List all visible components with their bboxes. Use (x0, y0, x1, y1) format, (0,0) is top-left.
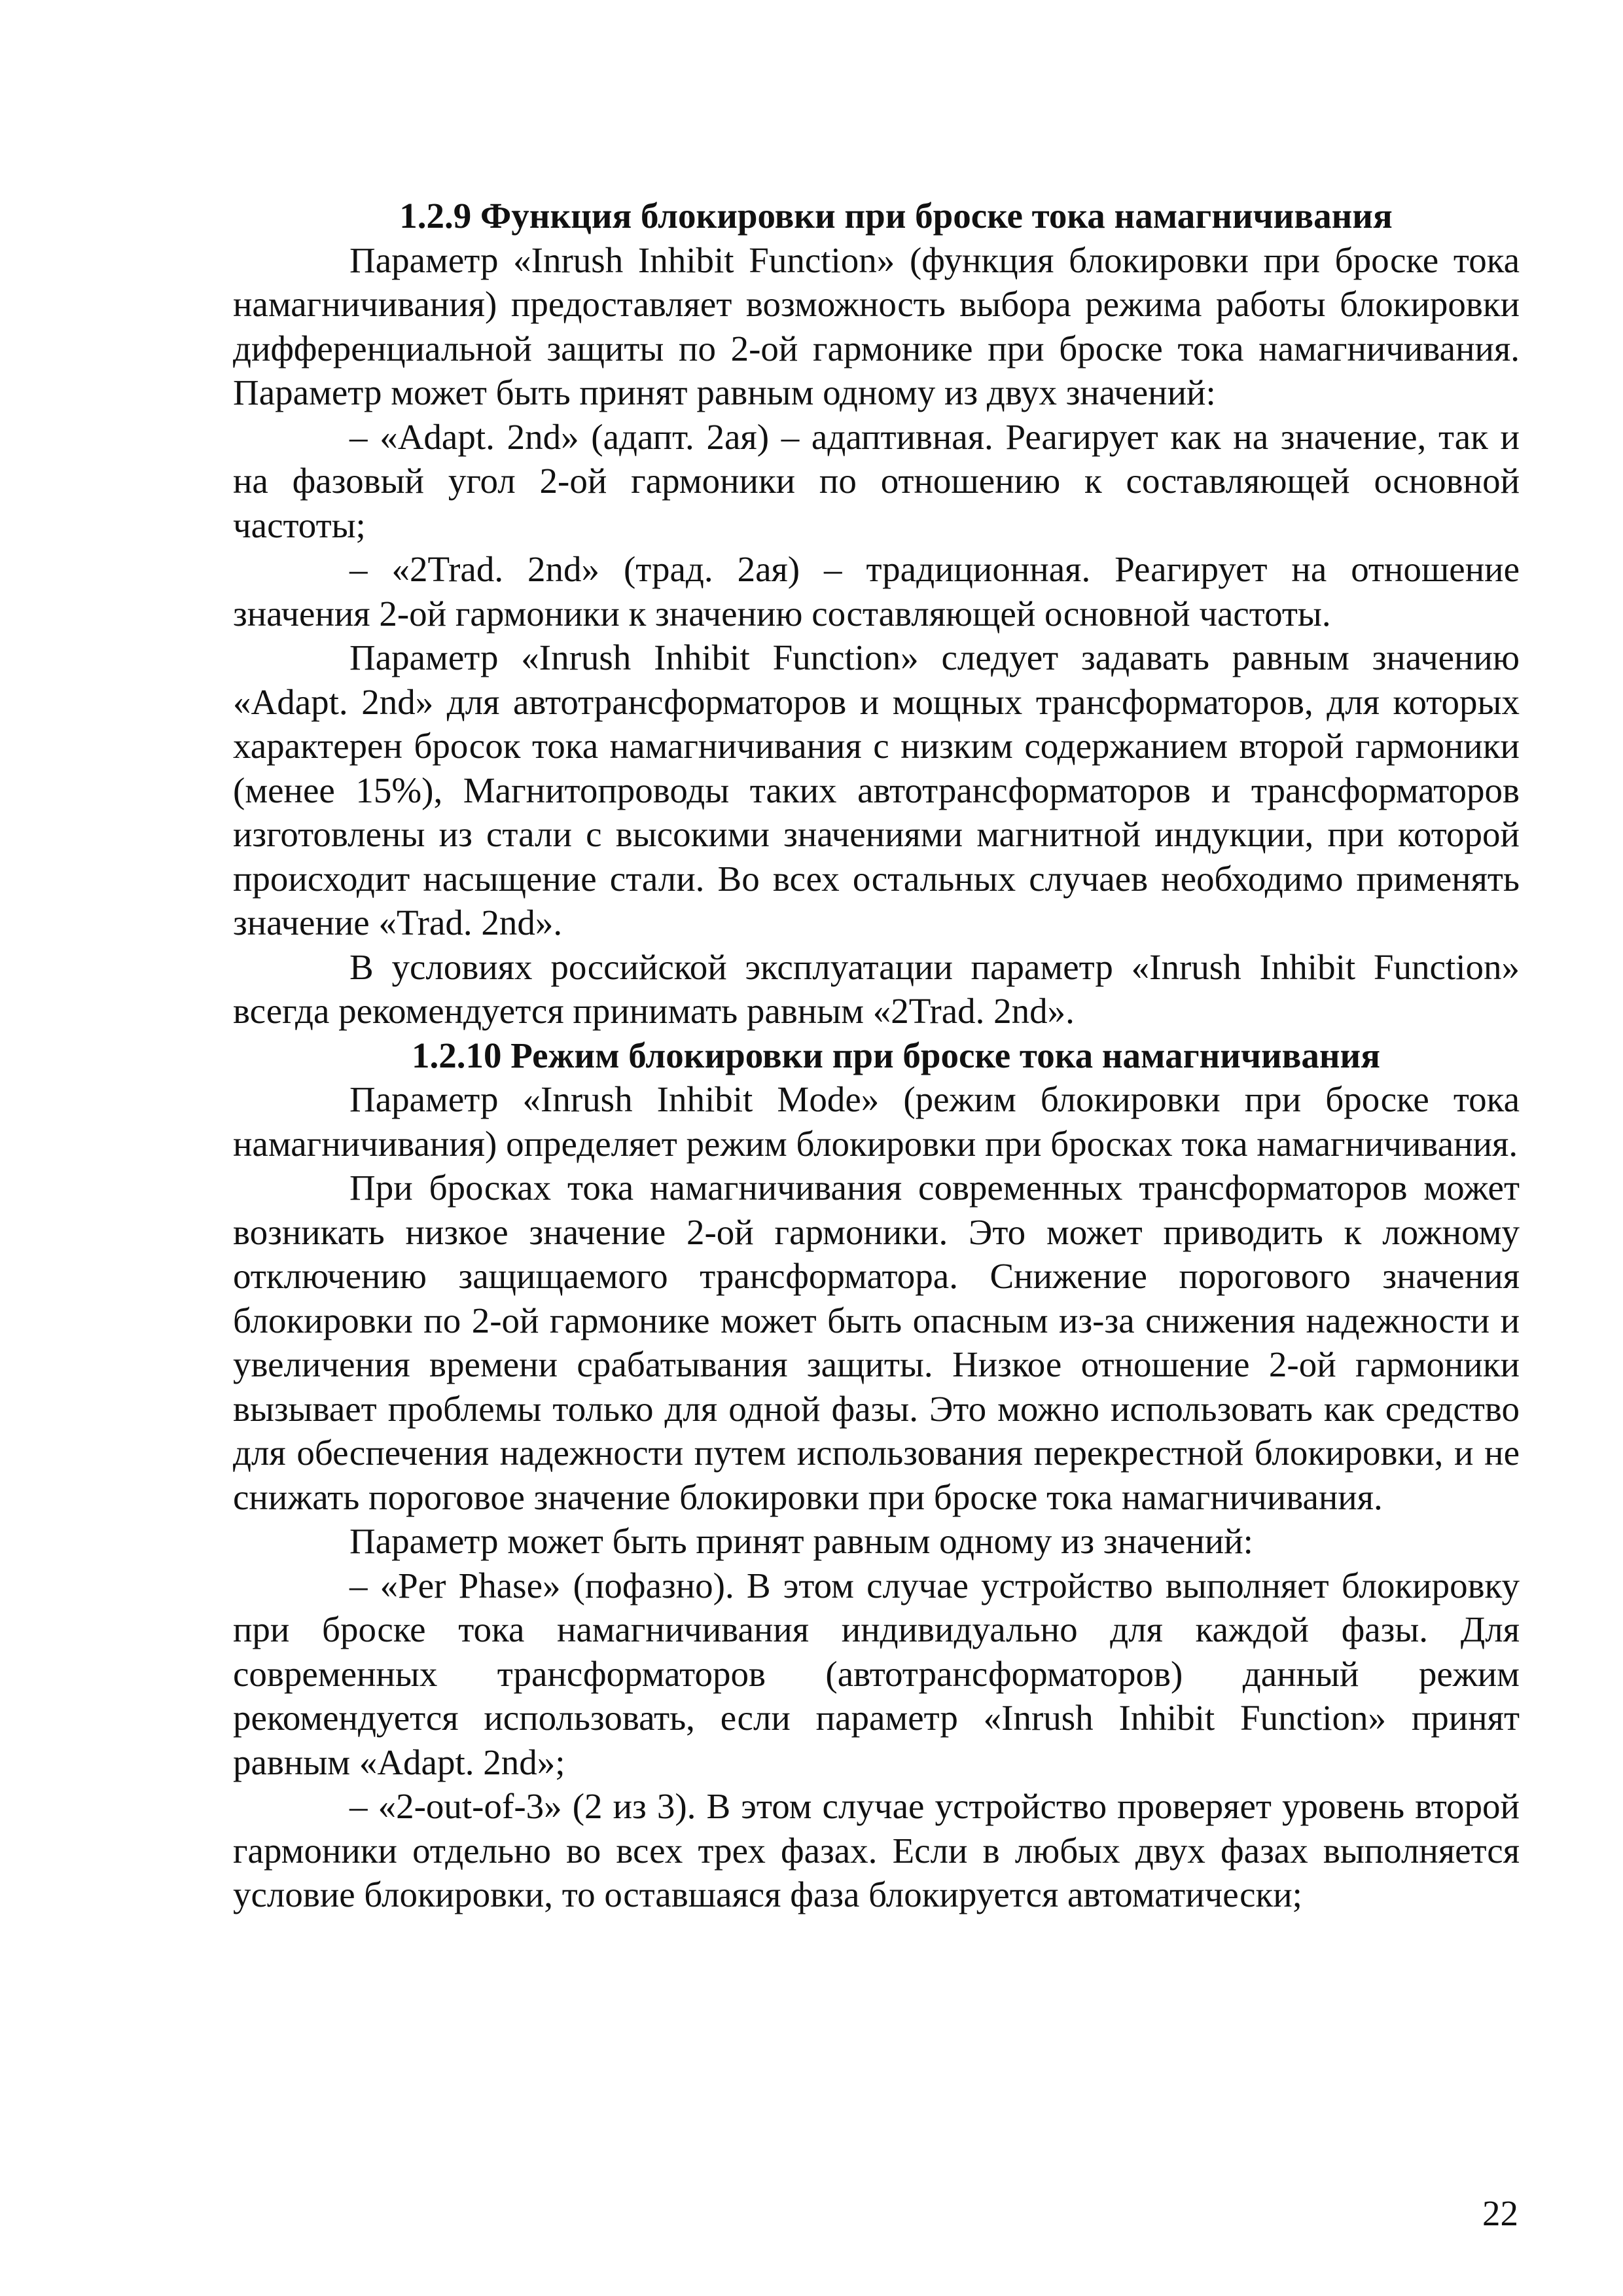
document-body (233, 194, 1520, 1917)
list-item: – «Adapt. 2nd» (адапт. 2ая) – адаптивная. Реагирует как на значение, так и на фазовый угол 2-ой гармоники по отношению к составляющей основной частоты; (233, 416, 1520, 545)
page-number: 22 (1482, 2193, 1518, 2233)
list-item: – «Per Phase» (пофазно). В этом случае устройство выполняет блокировку при броске тока намагничивания индивидуально для каждой фазы. Для современных трансформаторов (автотрансформаторов) данный режим рекомендуется использовать, если параметр «Inrush Inhibit Function» принят равным «Adapt. 2nd»; (233, 1565, 1520, 1782)
list-item: – «2-out-of-3» (2 из 3). В этом случае устройство проверяет уровень второй гармоники отдельно во всех трех фазах. Если в любых двух фазах выполняется условие блокировки, то оставшаяся фаза блокируется автоматически; (233, 1786, 1520, 1914)
paragraph: В условиях российской эксплуатации параметр «Inrush Inhibit Function» всегда рекомендуется принимать равным «2Trad. 2nd». (233, 946, 1520, 1031)
paragraph: Параметр может быть принят равным одному из значений: (349, 1521, 1253, 1561)
paragraph: Параметр «Inrush Inhibit Function» (функция блокировки при броске тока намагничивания) предоставляет возможность выбора режима работы блокировки дифференциальной защиты по 2-ой гармонике при броске тока намагничивания. Параметр может быть принят равным одному из двух значений: (233, 240, 1520, 412)
paragraph: При бросках тока намагничивания современных трансформаторов может возникать низкое значение 2-ой гармоники. Это может приводить к ложному отключению защищаемого трансформатора. Снижение порогового значения блокировки по 2-ой гармонике может быть опасным из-за снижения надежности и увеличения времени срабатывания защиты. Низкое отношение 2-ой гармоники вызывает проблемы только для одной фазы. Это можно использовать как средство для обеспечения надежности путем использования перекрестной блокировки, и не снижать пороговое значение блокировки при броске тока намагничивания. (233, 1168, 1520, 1517)
list-item: – «2Trad. 2nd» (трад. 2ая) – традиционная. Реагирует на отношение значения 2-ой гармоники к значению составляющей основной частоты. (233, 549, 1520, 634)
paragraph: Параметр «Inrush Inhibit Function» следует задавать равным значению «Adapt. 2nd» для автотрансформаторов и мощных трансформаторов, для которых характерен бросок тока намагничивания с низким содержанием второй гармоники (менее 15%), Магнитопроводы таких автотрансформаторов и трансформаторов изготовлены из стали с высокими значениями магнитной индукции, при которой происходит насыщение стали. Во всех остальных случаев необходимо применять значение «Trad. 2nd». (233, 637, 1520, 942)
section-heading-1-2-10: 1.2.10 Режим блокировки при броске тока намагничивания (411, 1035, 1380, 1075)
paragraph: Параметр «Inrush Inhibit Mode» (режим блокировки при броске тока намагничивания) определяет режим блокировки при бросках тока намагничивания. (233, 1079, 1520, 1164)
section-heading-1-2-9: 1.2.9 Функция блокировки при броске тока намагничивания (399, 196, 1393, 236)
